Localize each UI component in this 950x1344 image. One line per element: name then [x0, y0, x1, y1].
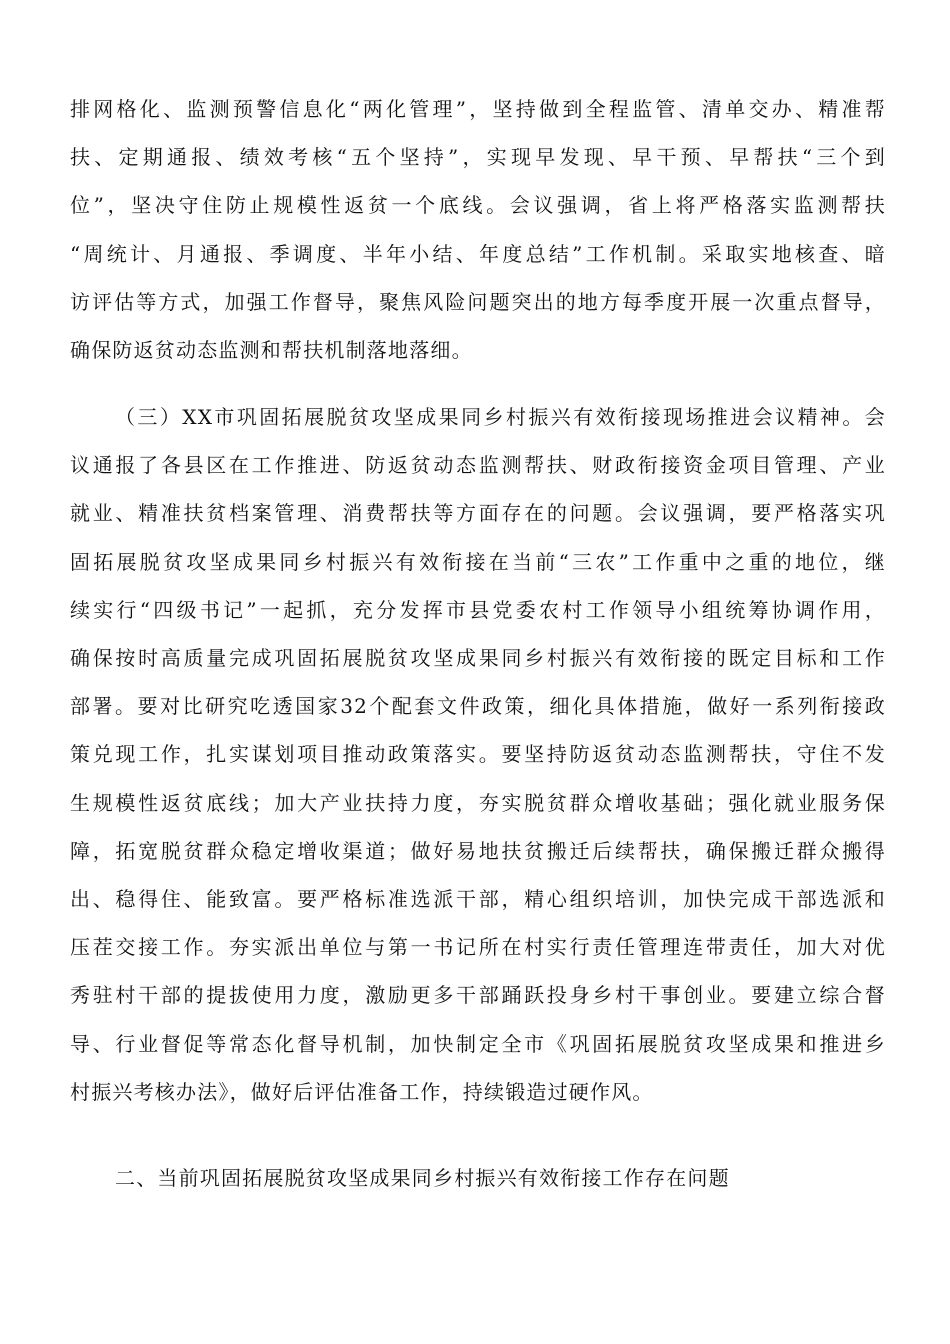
text-line: 秀驻村干部的提拔使用力度，激励更多干部踊跃投身乡村干事创业。要建立综合督	[70, 983, 886, 1008]
text-line: 就业、精准扶贫档案管理、消费帮扶等方面存在的问题。会议强调，要严格落实巩	[70, 501, 886, 526]
text-line: 导、行业督促等常态化督导机制，加快制定全市《巩固拓展脱贫攻坚成果和推进乡	[70, 1031, 886, 1056]
text-line: 生规模性返贫底线；加大产业扶持力度，夯实脱贫群众增收基础；强化就业服务保	[70, 790, 886, 815]
text-line: 续实行“四级书记”一起抓，充分发挥市县党委农村工作领导小组统筹协调作用，	[70, 597, 886, 622]
text-line: 确保按时高质量完成巩固拓展脱贫攻坚成果同乡村振兴有效衔接的既定目标和工作	[70, 646, 886, 670]
text-line: 二、当前巩固拓展脱贫攻坚成果同乡村振兴有效衔接工作存在问题	[115, 1166, 730, 1190]
text-line: 障，拓宽脱贫群众稳定增收渠道；做好易地扶贫搬迁后续帮扶，确保搬迁群众搬得	[70, 838, 886, 863]
text-line: 部署。要对比研究吃透国家32个配套文件政策，细化具体措施，做好一系列衔接政	[70, 694, 886, 719]
text-line: 出、稳得住、能致富。要严格标准选派干部，精心组织培训，加快完成干部选派和	[70, 887, 886, 911]
text-line: 确保防返贫动态监测和帮扶机制落地落细。	[70, 338, 473, 362]
text-line: 固拓展脱贫攻坚成果同乡村振兴有效衔接在当前“三农”工作重中之重的地位，继	[70, 549, 886, 574]
text-line: 议通报了各县区在工作推进、防返贫动态监测帮扶、财政衔接资金项目管理、产业	[70, 453, 886, 478]
text-line: 扶、定期通报、绩效考核“五个坚持”，实现早发现、早干预、早帮扶“三个到	[70, 145, 886, 170]
text-line: 位”，坚决守住防止规模性返贫一个底线。会议强调，省上将严格落实监测帮扶	[70, 193, 886, 218]
text-line: （三）XX市巩固拓展脱贫攻坚成果同乡村振兴有效衔接现场推进会议精神。会	[115, 405, 886, 429]
text-line: “周统计、月通报、季调度、半年小结、年度总结”工作机制。采取实地核查、暗	[70, 241, 886, 266]
text-line: 排网格化、监测预警信息化“两化管理”，坚持做到全程监管、清单交办、精准帮	[70, 97, 886, 121]
text-line: 访评估等方式，加强工作督导，聚焦风险问题突出的地方每季度开展一次重点督导，	[70, 289, 886, 314]
text-line: 村振兴考核办法》，做好后评估准备工作，持续锻造过硬作风。	[70, 1079, 654, 1104]
text-line: 压茬交接工作。夯实派出单位与第一书记所在村实行责任管理连带责任，加大对优	[70, 935, 886, 960]
text-line: 策兑现工作，扎实谋划项目推动政策落实。要坚持防返贫动态监测帮扶，守住不发	[70, 742, 886, 767]
